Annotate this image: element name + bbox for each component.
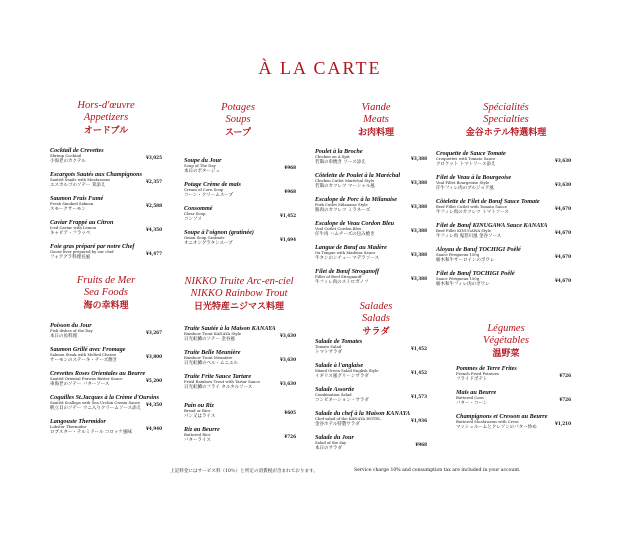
dish-price: ¥1,936 bbox=[410, 418, 427, 423]
dish-price: ¥1,452 bbox=[279, 213, 296, 218]
dish-subtitle: Buttered Corn bbox=[456, 395, 484, 400]
dish-name-jp: 若鶏の串焼き ソース添え bbox=[315, 159, 366, 165]
dish-subtitle: Beef Fillet KINUGAWA Style bbox=[436, 228, 492, 233]
dish-subtitle: Chicken Cutlet Maréchal Style bbox=[315, 178, 375, 183]
trout-title-jp: 日光特産ニジマス料理 bbox=[193, 301, 284, 311]
dish-name-jp: 金谷ホテル特製サラダ bbox=[315, 421, 360, 427]
appetizers-header bbox=[58, 100, 154, 136]
appetizers-title-fr: Hors-d'œuvre bbox=[77, 100, 135, 111]
seafoods-title-fr: Fruits de Mer bbox=[76, 275, 136, 286]
dish-subtitle: Rainbow Trout KANAYA Style bbox=[184, 331, 242, 336]
menu-item bbox=[50, 394, 162, 411]
dish-name: Foie gras préparé par notre Chef bbox=[50, 243, 135, 250]
appetizers-title-en: Appetizers bbox=[83, 112, 129, 123]
dish-name-jp: イギリス風グリーンサラダ bbox=[315, 373, 369, 379]
dish-subtitle: Sautéd Oriental Prawns Butter Sauce bbox=[50, 376, 123, 381]
vegetables-title-en: Végétables bbox=[482, 335, 530, 346]
dish-name: Filet de Bœuf Stroganoff bbox=[315, 268, 380, 275]
dish-name: Pommes de Terre Frites bbox=[456, 365, 517, 372]
dish-name: Salade du chef à la Maison KANAYA bbox=[315, 410, 411, 417]
dish-name-jp: 小海老のカクテル bbox=[50, 158, 86, 164]
dish-name-jp: 牛フィレ肉のカツレツ トマトソース bbox=[436, 209, 509, 215]
sides-list bbox=[184, 402, 296, 450]
menu-item bbox=[315, 434, 427, 451]
dish-name: Riz au Beurre bbox=[184, 426, 220, 433]
trout-list bbox=[184, 325, 296, 397]
dish-subtitle: Veal Cutlet Cordon Bleu bbox=[315, 226, 362, 231]
trout-title-en: NIKKO Rainbow Trout bbox=[190, 288, 288, 299]
dish-subtitle: Chicken on A Spit bbox=[315, 154, 350, 159]
dish-price: ¥4,670 bbox=[554, 278, 571, 283]
dish-subtitle: Chef salad of the KANAYA HOTEL bbox=[315, 416, 381, 421]
dish-name: Langouste Thermidor bbox=[50, 418, 106, 425]
dish-price: ¥1,210 bbox=[554, 421, 571, 426]
menu-item bbox=[315, 196, 427, 213]
dish-name: Potage Crème de maïs bbox=[184, 181, 241, 188]
vegetables-title-jp: 温野菜 bbox=[492, 348, 520, 358]
menu-item bbox=[184, 373, 296, 390]
dish-price: ¥4,940 bbox=[145, 426, 162, 431]
dish-subtitle: Fish dishes of the Day bbox=[50, 328, 93, 333]
dish-name: Aloyau de Bœuf TOCHIGI Poêlé bbox=[436, 246, 521, 253]
menu-item bbox=[436, 246, 571, 263]
soups-title-fr: Potages bbox=[221, 102, 255, 113]
dish-price: ¥1,573 bbox=[410, 394, 427, 399]
dish-price: ¥4,670 bbox=[554, 254, 571, 259]
dish-price: ¥4,670 bbox=[554, 206, 571, 211]
dish-name: Poulet à la Broche bbox=[315, 148, 363, 155]
trout-header bbox=[172, 276, 306, 312]
appetizers-title-jp: オードブル bbox=[83, 125, 129, 135]
dish-name: Soupe du Jour bbox=[184, 157, 222, 164]
dish-subtitle: Fried Rainbow Trout with Tartar Sauce bbox=[184, 379, 260, 384]
dish-name-jp: コーン・クリームスープ bbox=[184, 192, 233, 198]
dish-price: ¥3,267 bbox=[145, 330, 162, 335]
dish-name: Saumon Frais Fumé bbox=[50, 195, 104, 202]
dish-subtitle: Tomato Salad bbox=[315, 344, 342, 349]
appetizers-list bbox=[50, 147, 162, 267]
dish-subtitle: French Fried Potatoes bbox=[456, 371, 499, 376]
menu-item bbox=[456, 365, 571, 382]
menu-item bbox=[315, 244, 427, 261]
dish-name-jp: フォアグラ料理長風 bbox=[50, 254, 91, 260]
salads-header bbox=[336, 301, 416, 337]
dish-price: ¥726 bbox=[559, 373, 571, 378]
dish-price: ¥5,200 bbox=[145, 378, 162, 383]
dish-name: Coquilles St.Jacques à la Crème d'Oursins bbox=[50, 394, 159, 401]
dish-subtitle: Buttered Rice bbox=[184, 432, 211, 437]
dish-name-jp: サーモンのステーキ・チーズ焼き bbox=[50, 357, 118, 363]
dish-name: Caviar Frappé au Citron bbox=[50, 219, 114, 226]
dish-name-jp: 牛フィレ肉のストロガノフ bbox=[315, 279, 369, 285]
dish-price: ¥3,388 bbox=[410, 228, 427, 233]
dish-name: Consommé bbox=[184, 205, 213, 212]
menu-item bbox=[315, 148, 427, 165]
dish-name-jp: クロケット トマトソース添え bbox=[436, 161, 496, 167]
dish-name-jp: 栃木和牛サーロインのポワレ bbox=[436, 257, 495, 263]
dish-subtitle: Sautéd Snails with Mushrooms bbox=[50, 177, 110, 182]
dish-name-jp: 仔牛肉 ハムチーズの包み焼き bbox=[315, 231, 375, 237]
footer-note-jp: 上記料金にはサービス料（10％）と所定の消費税が含まれております。 bbox=[170, 469, 318, 474]
dish-name: Salade du Jour bbox=[315, 434, 354, 441]
vegetables-title-fr: Légumes bbox=[487, 323, 525, 334]
dish-price: ¥3,630 bbox=[554, 158, 571, 163]
dish-name-jp: バターライス bbox=[184, 437, 211, 443]
dish-name: Côtelette de Poulet à la Maréchal bbox=[315, 172, 401, 179]
menu-item bbox=[436, 174, 571, 191]
dish-name: Crevettes Roses Orientales au Beurre bbox=[50, 370, 146, 377]
trout-title-fr: NIKKO Truite Arc-en-ciel bbox=[184, 276, 294, 287]
dish-name: Pain ou Riz bbox=[184, 402, 214, 409]
dish-name-jp: 日光虹鱒のベル・ムニエル bbox=[184, 360, 238, 366]
menu-item bbox=[184, 181, 296, 198]
dish-name-jp: 牛タンのシチュー マデラソース bbox=[315, 255, 380, 261]
dish-name-jp: マッシュルームとクレソンのバター炒め bbox=[456, 424, 537, 430]
dish-name: Maïs au Beurre bbox=[456, 389, 497, 396]
dish-name: Soupe à l'oignon (gratinée) bbox=[184, 229, 254, 236]
menu-item bbox=[184, 349, 296, 366]
menu-item bbox=[184, 157, 296, 174]
meats-title-jp: お肉料理 bbox=[357, 127, 394, 137]
meats-list bbox=[315, 148, 427, 292]
menu-item bbox=[50, 219, 162, 236]
dish-subtitle: Veal Fillet Bourgeoise Style bbox=[436, 180, 490, 185]
menu-item bbox=[315, 268, 427, 285]
dish-price: ¥726 bbox=[559, 397, 571, 402]
dish-name: Côtelette de Filet de Bœuf Sauce Tomate bbox=[436, 198, 540, 205]
page-title: À LA CARTE bbox=[258, 58, 382, 78]
footer-note-en: Service charge 10% and consumption tax are included in your account. bbox=[354, 468, 521, 473]
dish-name-jp: 帆立貝のソテー ウニ入りクリームソース添え bbox=[50, 405, 142, 411]
menu-item bbox=[315, 172, 427, 189]
dish-subtitle: Fillet of Beef Stroganoff bbox=[315, 274, 362, 279]
dish-price: ¥968 bbox=[284, 189, 296, 194]
menu-item bbox=[436, 150, 571, 167]
dish-subtitle: Mixed Green Salad English Style bbox=[315, 368, 379, 373]
dish-name-jp: エスカルゴのソテー 茸添え bbox=[50, 182, 106, 188]
dish-name-jp: 日光虹鱒のソテー 金谷風 bbox=[184, 336, 235, 342]
dish-name: Truite Frite Sauce Tartare bbox=[184, 373, 252, 380]
menu-item bbox=[184, 402, 296, 419]
dish-price: ¥2,588 bbox=[145, 203, 162, 208]
dish-price: ¥3,630 bbox=[279, 357, 296, 362]
menu-item bbox=[436, 270, 571, 287]
soups-header bbox=[196, 102, 280, 138]
dish-price: ¥4,477 bbox=[145, 251, 162, 256]
dish-subtitle: Onion Soup Gratinée bbox=[184, 235, 225, 240]
dish-price: ¥2,357 bbox=[145, 179, 162, 184]
specialties-title-jp: 金谷ホテル特選料理 bbox=[465, 127, 547, 137]
dish-subtitle: Iced Caviar with Lemon bbox=[50, 225, 97, 230]
dish-subtitle: Sautéd Scallops with Sea Urchin Cream Sauce bbox=[50, 400, 141, 405]
dish-price: ¥3,800 bbox=[145, 354, 162, 359]
dish-name-jp: 日光虹鱒のフライ タルタルソース bbox=[184, 384, 253, 390]
menu-item bbox=[436, 198, 571, 215]
dish-name: Saumon Grillé avec Fromage bbox=[50, 346, 126, 353]
dish-subtitle: Sauce Périgueux 150g bbox=[436, 252, 480, 257]
dish-name-jp: 本日のサラダ bbox=[315, 445, 342, 451]
menu-item bbox=[456, 413, 571, 430]
specialties-list bbox=[436, 150, 571, 294]
dish-name-jp: 豚肉のカツレツ ミラネーズ bbox=[315, 207, 371, 213]
dish-subtitle: Combination Salad bbox=[315, 392, 352, 397]
dish-subtitle: Ox Tongue with Madeira Sauce bbox=[315, 250, 376, 255]
dish-name: Croquette de Sauce Tomate bbox=[436, 150, 506, 157]
dish-subtitle: Salmon Steak with Melted Cheese bbox=[50, 352, 117, 357]
dish-price: ¥3,630 bbox=[279, 333, 296, 338]
dish-name-jp: 牛フィレ肉 鬼怒川風 金谷ソース bbox=[436, 233, 502, 239]
dish-price: ¥1,452 bbox=[410, 346, 427, 351]
dish-name: Escargots Sautés aux Champignons bbox=[50, 171, 142, 178]
dish-name-jp: 仔牛フィレ肉のブルジョア風 bbox=[436, 185, 494, 191]
soups-title-jp: スープ bbox=[224, 127, 252, 137]
menu-item bbox=[315, 338, 427, 355]
dish-name: Cocktail de Crevettes bbox=[50, 147, 104, 154]
dish-name-jp: バター・コーン bbox=[456, 400, 488, 406]
dish-name: Filet de Bœuf TOCHIGI Poêlé bbox=[436, 270, 515, 277]
menu-item bbox=[50, 195, 162, 212]
seafoods-title-jp: 海の幸料理 bbox=[83, 300, 129, 310]
dish-name: Champignons et Cresson au Beurre bbox=[456, 413, 548, 420]
dish-name-jp: コンビネーション・サラダ bbox=[315, 397, 369, 403]
menu-item bbox=[436, 222, 571, 239]
dish-name-jp: 本日の魚料理 bbox=[50, 333, 77, 339]
menu-item bbox=[50, 147, 162, 164]
dish-subtitle: Buttered Mushrooms with Cress bbox=[456, 419, 519, 424]
specialties-title-fr: Spécialités bbox=[483, 102, 529, 113]
menu-item bbox=[50, 418, 162, 435]
dish-name-jp: スモークサーモン bbox=[50, 206, 86, 212]
dish-subtitle: Clear Soup bbox=[184, 211, 206, 216]
dish-subtitle: Salad of the day bbox=[315, 440, 347, 445]
meats-header bbox=[336, 102, 416, 138]
seafoods-title-en: Sea Foods bbox=[83, 287, 129, 298]
dish-name-jp: 車海老のソテー バターソース bbox=[50, 381, 110, 387]
menu-item bbox=[184, 426, 296, 443]
dish-price: ¥726 bbox=[284, 434, 296, 439]
dish-subtitle: Sauce Périgueux 150g bbox=[436, 276, 480, 281]
dish-name-jp: 若鶏のカツレツ マーシャル風 bbox=[315, 183, 375, 189]
vegetables-header bbox=[466, 323, 546, 359]
menu-item bbox=[184, 229, 296, 246]
soups-title-en: Soups bbox=[225, 114, 251, 125]
dish-subtitle: Croquettes with Tomato Sauce bbox=[436, 156, 496, 161]
specialties-header bbox=[446, 102, 566, 138]
dish-price: ¥3,388 bbox=[410, 204, 427, 209]
dish-name-jp: ロブスター・テルミドール コロッケ風味 bbox=[50, 429, 132, 435]
dish-name-jp: トマトサラダ bbox=[315, 349, 342, 355]
dish-price: ¥3,388 bbox=[410, 252, 427, 257]
dish-price: ¥968 bbox=[284, 165, 296, 170]
menu-item bbox=[315, 410, 427, 427]
seafoods-header bbox=[58, 275, 154, 311]
dish-price: ¥3,025 bbox=[145, 155, 162, 160]
dish-name: Poisson du Jour bbox=[50, 322, 92, 329]
dish-name-jp: フライドポテト bbox=[456, 376, 488, 382]
dish-subtitle: Shrimp Cocktail bbox=[50, 153, 82, 158]
dish-subtitle: Goose liver prepared by our chef bbox=[50, 249, 114, 254]
menu-item bbox=[315, 220, 427, 237]
dish-price: ¥4,350 bbox=[145, 402, 162, 407]
salads-list bbox=[315, 338, 427, 458]
dish-name-jp: パン又はライス bbox=[184, 413, 216, 419]
dish-name-jp: キャビア・フラッペ bbox=[50, 230, 91, 236]
dish-price: ¥1,452 bbox=[410, 370, 427, 375]
vegetables-list bbox=[456, 365, 571, 437]
dish-name: Filet de Bœuf KINUGAWA Sauce KANAYA bbox=[436, 222, 548, 229]
dish-subtitle: Rainbow Trout Meunière bbox=[184, 355, 233, 360]
dish-price: ¥3,630 bbox=[279, 381, 296, 386]
dish-name: Filet de Veau à la Bourgeoise bbox=[436, 174, 512, 181]
dish-price: ¥4,350 bbox=[145, 227, 162, 232]
dish-name: Truite Belle Meunière bbox=[184, 349, 241, 356]
menu-item bbox=[50, 322, 162, 339]
dish-name: Truite Sautée à la Maison KANAYA bbox=[184, 325, 276, 332]
dish-price: ¥4,670 bbox=[554, 230, 571, 235]
menu-item bbox=[50, 370, 162, 387]
dish-price: ¥968 bbox=[415, 442, 427, 447]
dish-price: ¥1,694 bbox=[279, 237, 296, 242]
menu-item bbox=[50, 171, 162, 188]
specialties-title-en: Specialties bbox=[483, 114, 529, 125]
dish-subtitle: Bread or Rice bbox=[184, 408, 211, 413]
dish-price: ¥3,388 bbox=[410, 180, 427, 185]
dish-price: ¥605 bbox=[284, 410, 296, 415]
menu-item bbox=[315, 362, 427, 379]
dish-name-jp: オニオングラタンスープ bbox=[184, 240, 233, 246]
dish-price: ¥3,630 bbox=[554, 182, 571, 187]
dish-subtitle: Beef Fillet Cutlet with Tomato Sauce bbox=[436, 204, 507, 209]
dish-subtitle: Fresh Smoked Salmon bbox=[50, 201, 94, 206]
menu-item bbox=[184, 325, 296, 342]
dish-name: Langue de Bœuf au Madère bbox=[315, 244, 387, 251]
dish-name: Escalope de Porc à la Milanaise bbox=[315, 196, 397, 203]
dish-subtitle: Lobster Thermidor bbox=[50, 424, 87, 429]
dish-name: Salade de Tomates bbox=[315, 338, 363, 345]
meats-title-fr: Viande bbox=[361, 102, 391, 113]
dish-price: ¥3,388 bbox=[410, 276, 427, 281]
dish-name-jp: 本日のポタージュ bbox=[184, 168, 220, 174]
dish-name-jp: 栃木和牛フィレ肉のポワレ bbox=[436, 281, 490, 287]
meats-title-en: Meats bbox=[363, 114, 389, 125]
dish-subtitle: Cream of Corn Soup bbox=[184, 187, 224, 192]
dish-subtitle: Soup of The Day bbox=[184, 163, 216, 168]
menu-item bbox=[315, 386, 427, 403]
salads-title-fr: Salades bbox=[359, 301, 393, 312]
menu-item bbox=[456, 389, 571, 406]
salads-title-jp: サラダ bbox=[362, 326, 390, 336]
menu-item bbox=[184, 205, 296, 222]
menu-item bbox=[50, 243, 162, 260]
dish-name: Salade Assortie bbox=[315, 386, 355, 393]
dish-price: ¥3,388 bbox=[410, 156, 427, 161]
salads-title-en: Salads bbox=[361, 313, 390, 324]
seafoods-list bbox=[50, 322, 162, 442]
dish-name: Salade à l'anglaise bbox=[315, 362, 364, 369]
menu-item bbox=[50, 346, 162, 363]
dish-name-jp: コンソメ bbox=[184, 216, 202, 222]
soups-list bbox=[184, 157, 296, 253]
dish-name: Escalope de Veau Cordon Bleu bbox=[315, 220, 395, 227]
dish-subtitle: Pork Cutlet Milanaise Style bbox=[315, 202, 368, 207]
